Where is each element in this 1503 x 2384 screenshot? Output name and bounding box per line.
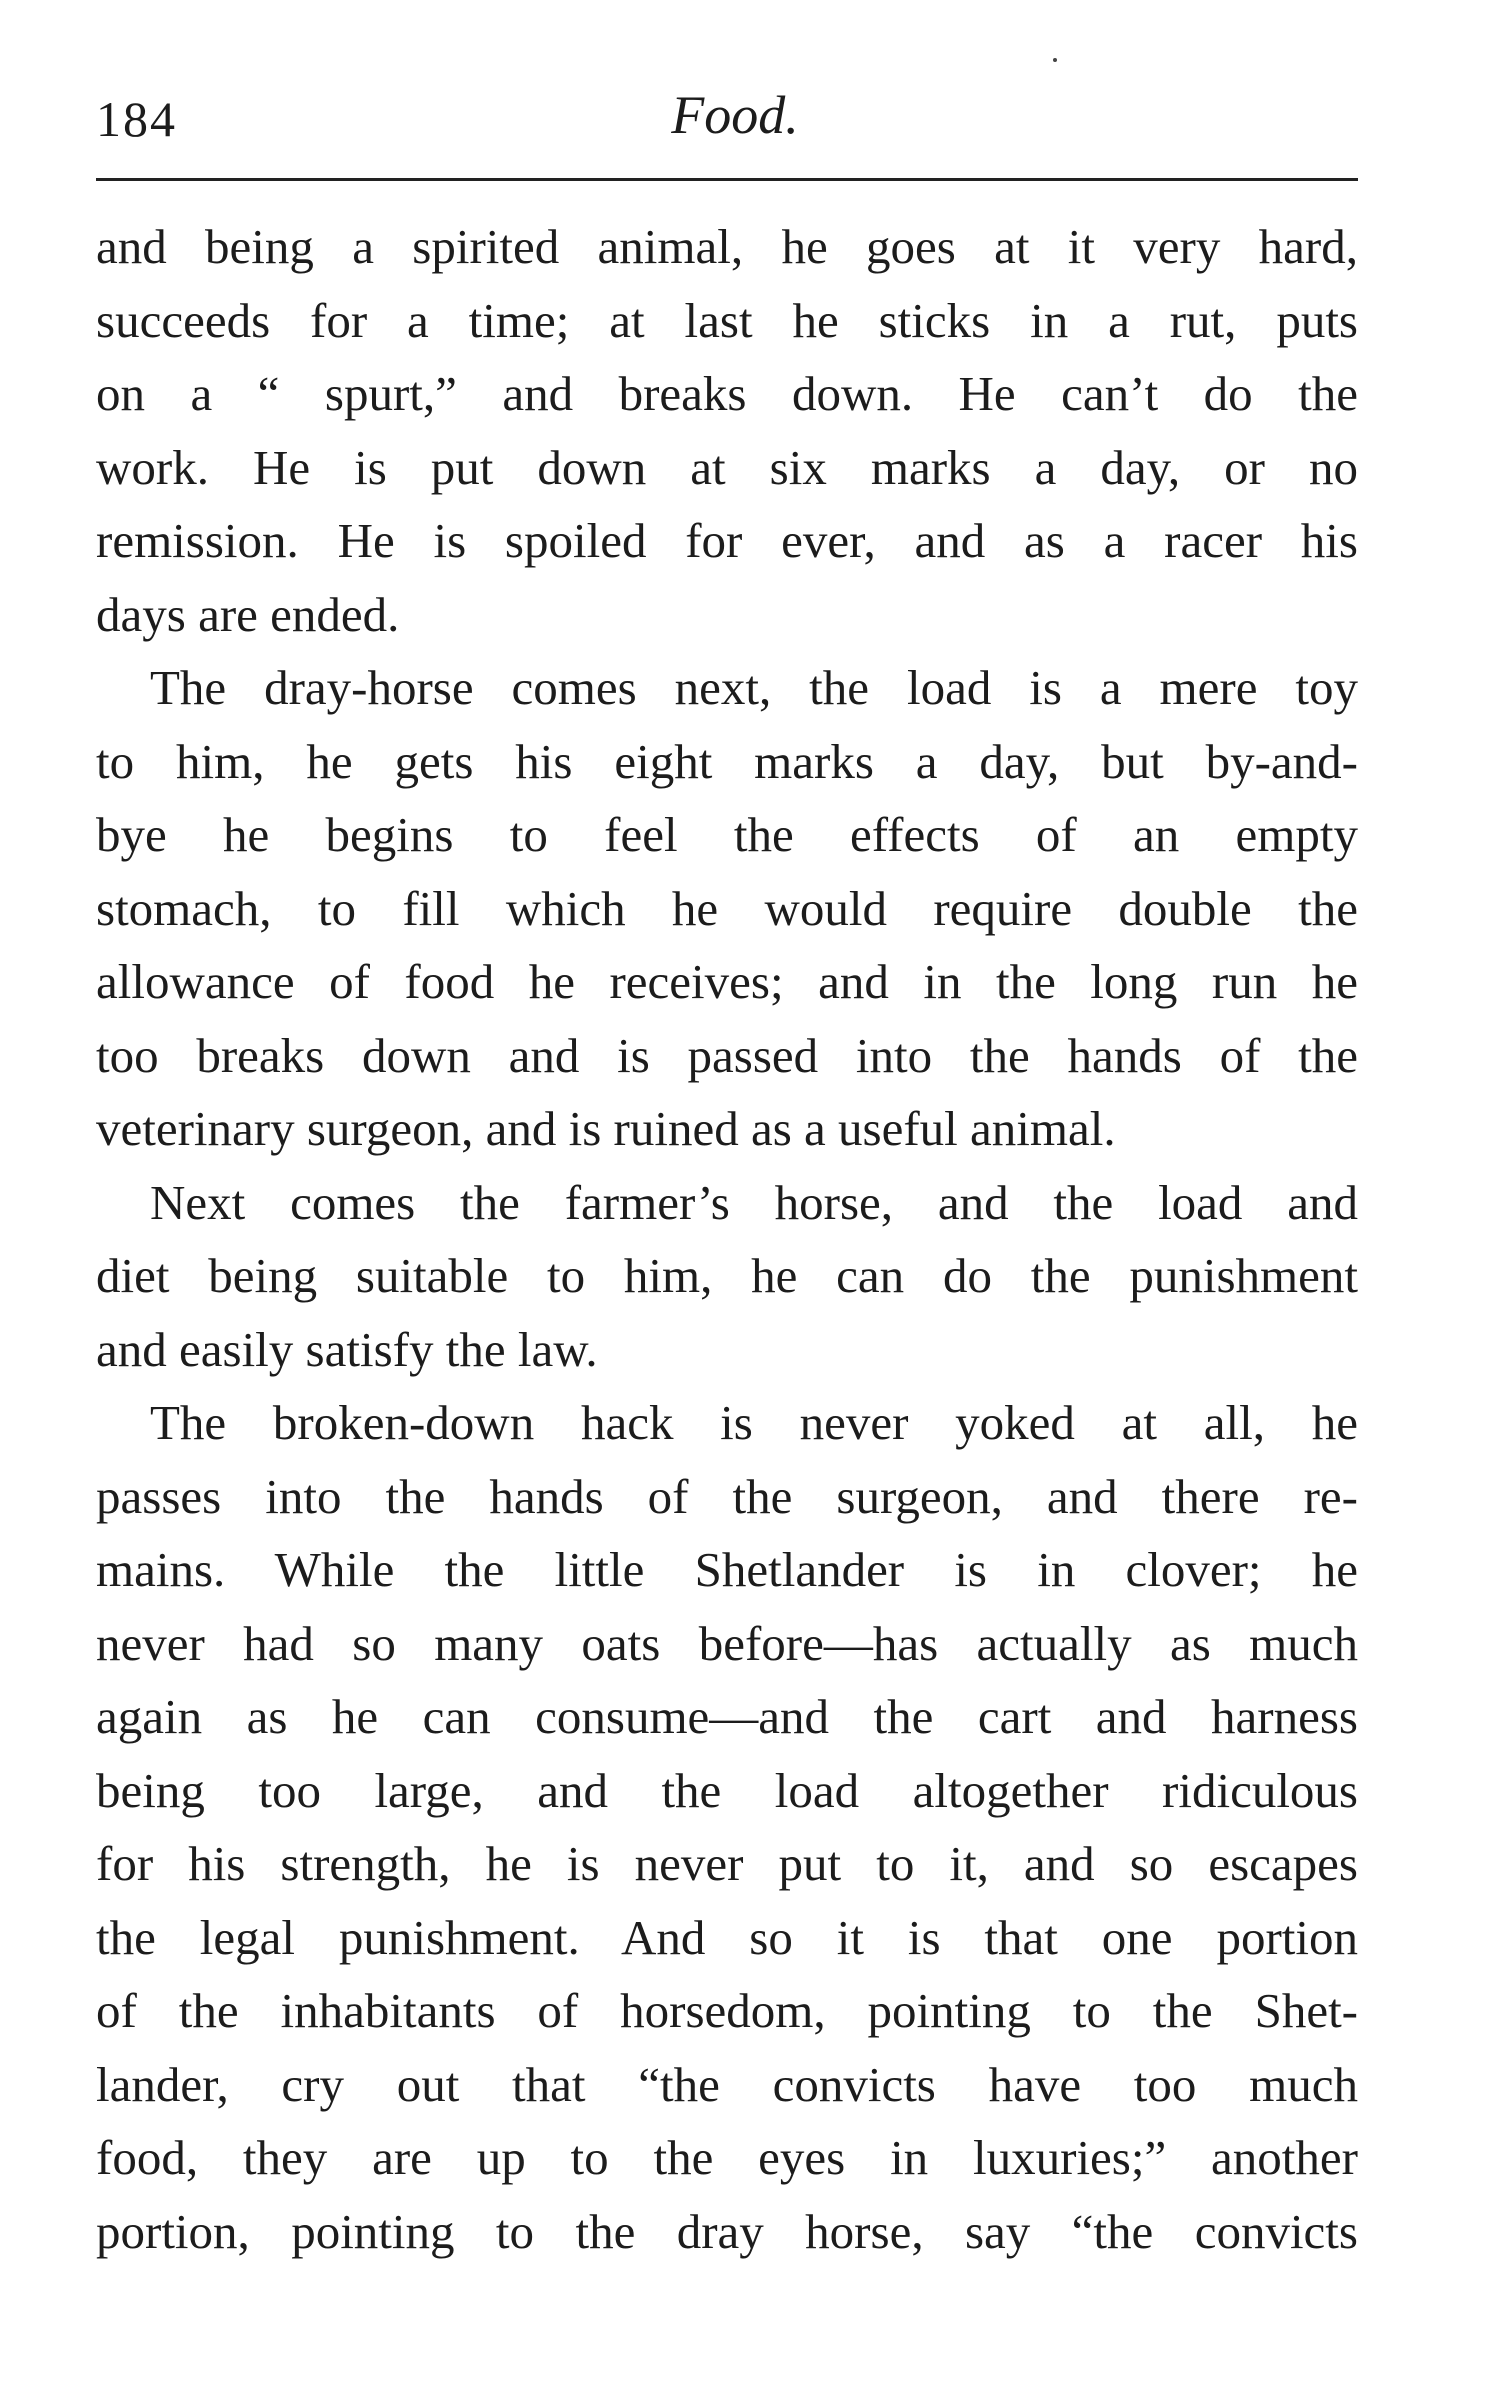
header-rule — [96, 178, 1358, 181]
text-line: and easily satisfy the law. — [96, 1321, 598, 1377]
text-line: mains. While the little Shetlander is in clover; he — [96, 1542, 1358, 1597]
page-number: 184 — [96, 91, 177, 147]
running-title: Food. — [671, 85, 799, 145]
text-line: lander, cry out that “the convicts have too much — [96, 2056, 1358, 2112]
text-line: to him, he gets his eight marks a day, but by-and- — [96, 733, 1358, 789]
text-line: food, they are up to the eyes in luxuries;” another — [96, 2130, 1358, 2185]
page-header — [96, 82, 1354, 160]
text-line: veterinary surgeon, and is ruined as a useful animal. — [96, 1101, 1116, 1156]
text-line: stomach, to fill which he would require double the — [96, 880, 1358, 936]
text-line: portion, pointing to the dray horse, say “the convicts — [96, 2203, 1358, 2259]
text-line: remission. He is spoiled for ever, and as a racer his — [96, 513, 1358, 568]
text-line: for his strength, he is never put to it, and so escapes — [96, 1836, 1358, 1891]
text-line: Next comes the farmer’s horse, and the load and — [150, 1174, 1358, 1230]
text-line: allowance of food he receives; and in the long run he — [96, 954, 1358, 1009]
text-line: being too large, and the load altogether ridiculous — [96, 1762, 1358, 1818]
text-line: on a “ spurt,” and breaks down. He can’t do the — [96, 366, 1358, 421]
body-text — [96, 210, 1358, 2268]
text-line: diet being suitable to him, he can do the punishment — [96, 1248, 1358, 1303]
text-line: The dray-horse comes next, the load is a mere toy — [150, 660, 1358, 715]
text-line: work. He is put down at six marks a day, or no — [96, 439, 1358, 495]
text-line: again as he can consume—and the cart and harness — [96, 1689, 1358, 1744]
text-line: the legal punishment. And so it is that one portion — [96, 1909, 1358, 1965]
text-line: passes into the hands of the surgeon, and there re- — [96, 1468, 1358, 1524]
print-speck — [1053, 58, 1057, 62]
text-line: The broken-down hack is never yoked at all, he — [150, 1395, 1358, 1450]
text-line: never had so many oats before—has actually as much — [96, 1615, 1358, 1671]
text-line: too breaks down and is passed into the hands of the — [96, 1027, 1358, 1083]
text-line: days are ended. — [96, 586, 400, 642]
text-line: and being a spirited animal, he goes at it very hard, — [96, 219, 1358, 274]
text-line: succeeds for a time; at last he sticks in a rut, puts — [96, 292, 1358, 348]
text-line: of the inhabitants of horsedom, pointing to the Shet- — [96, 1983, 1358, 2038]
text-line: bye he begins to feel the effects of an empty — [96, 807, 1358, 862]
